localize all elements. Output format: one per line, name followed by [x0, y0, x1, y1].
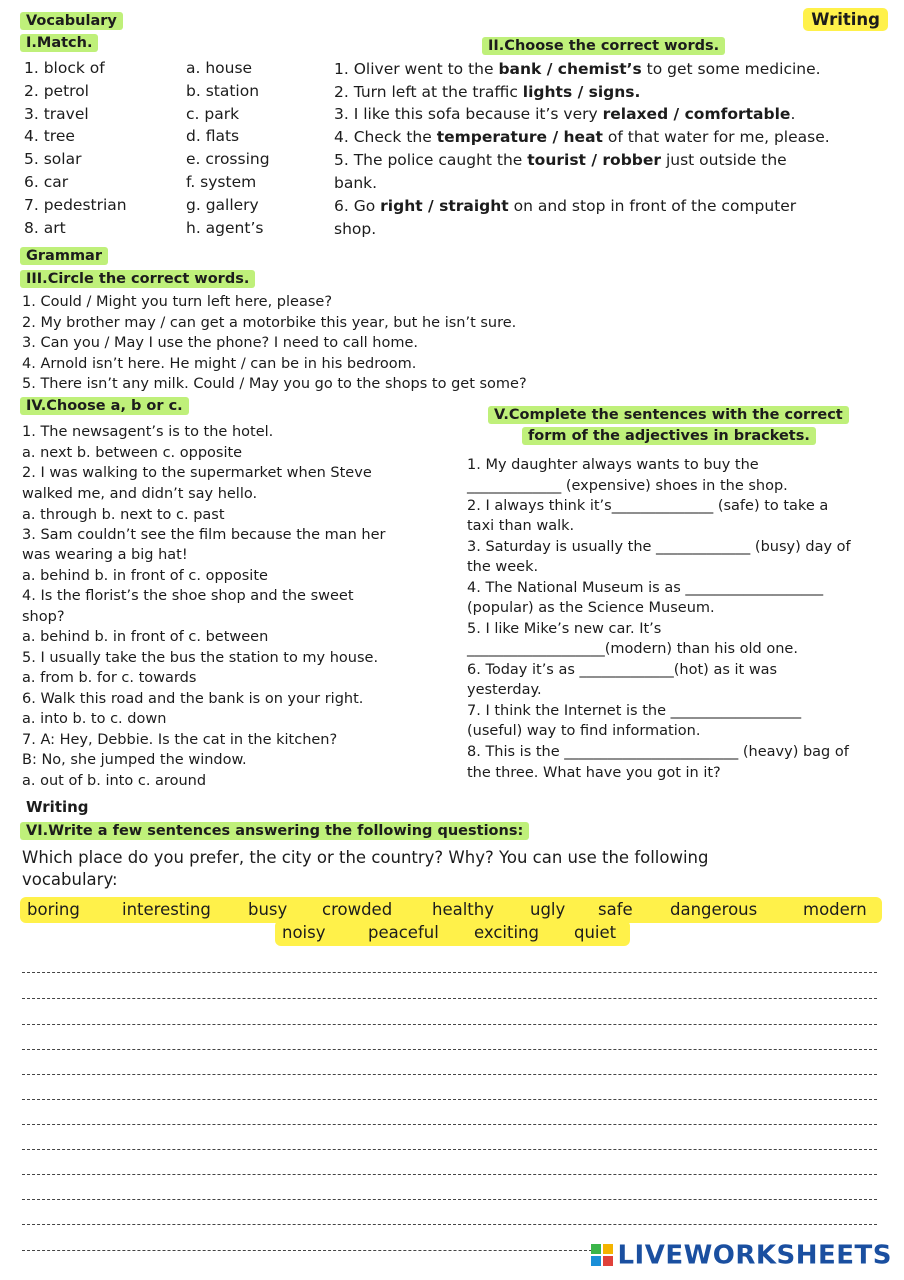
word-choice[interactable]: relaxed / comfortable: [602, 105, 791, 123]
match-right-item: a. house: [186, 59, 253, 77]
match-left-item: 1. block of: [24, 59, 105, 77]
match-left-item: 8. art: [24, 219, 66, 237]
complete-blank[interactable]: ___________________(modern) than his old one.: [467, 641, 798, 657]
circle-sentence[interactable]: 5. There isn’t any milk. Could / May you go to the shops to get some?: [22, 376, 527, 392]
logo-text: LIVEWORKSHEETS: [617, 1240, 892, 1270]
match-left-item: 4. tree: [24, 127, 75, 145]
abc-options[interactable]: a. behind b. in front of c. opposite: [22, 568, 268, 584]
match-left-item: 3. travel: [24, 105, 89, 123]
vocab-word: crowded: [322, 900, 393, 919]
question-line-2: vocabulary:: [22, 870, 118, 889]
circle-sentence[interactable]: 2. My brother may / can get a motorbike this year, but he isn’t sure.: [22, 315, 517, 331]
match-right-item: g. gallery: [186, 196, 259, 214]
writing-line[interactable]: [22, 1099, 877, 1100]
writing-line[interactable]: [22, 972, 877, 973]
complete-line: (useful) way to find information.: [467, 723, 701, 739]
writing-line[interactable]: [22, 1149, 877, 1150]
vocab-word: safe: [598, 900, 633, 919]
circle-heading: III.Circle the correct words.: [20, 270, 255, 288]
match-left-item: 6. car: [24, 173, 69, 191]
match-right-item: e. crossing: [186, 150, 270, 168]
writing-line[interactable]: [22, 1174, 877, 1175]
vocab-word: healthy: [432, 900, 494, 919]
choose-sentence: 1. Oliver went to the bank / chemist’s to get some medicine.: [334, 60, 821, 78]
choose-words-heading: II.Choose the correct words.: [482, 37, 725, 55]
choose-sentence: 4. Check the temperature / heat of that water for me, please.: [334, 128, 830, 146]
abc-line: 6. Walk this road and the bank is on your right.: [22, 691, 364, 707]
writing-heading: Writing: [26, 798, 89, 816]
abc-line: 1. The newsagent’s is to the hotel.: [22, 424, 274, 440]
circle-sentence[interactable]: 4. Arnold isn’t here. He might / can be in his bedroom.: [22, 356, 417, 372]
complete-line: taxi than walk.: [467, 518, 575, 534]
writing-line[interactable]: [22, 1250, 592, 1251]
vocab-word: boring: [27, 900, 80, 919]
match-right-item: d. flats: [186, 127, 240, 145]
abc-options[interactable]: a. into b. to c. down: [22, 711, 167, 727]
choose-abc-heading: IV.Choose a, b or c.: [20, 397, 189, 415]
abc-line: was wearing a big hat!: [22, 547, 188, 563]
grammar-heading: Grammar: [20, 247, 108, 265]
circle-sentence[interactable]: 1. Could / Might you turn left here, please?: [22, 294, 333, 310]
abc-line: shop?: [22, 609, 65, 625]
word-choice[interactable]: bank / chemist’s: [498, 60, 642, 78]
vocab-word: exciting: [474, 923, 539, 942]
circle-sentence[interactable]: 3. Can you / May I use the phone? I need to call home.: [22, 335, 418, 351]
writing-line[interactable]: [22, 1049, 877, 1050]
abc-options[interactable]: a. out of b. into c. around: [22, 773, 207, 789]
vocab-bank-row-2: [275, 920, 630, 946]
complete-blank[interactable]: 6. Today it’s as _____________(hot) as it was: [467, 662, 778, 678]
match-right-item: c. park: [186, 105, 240, 123]
vocab-word: modern: [803, 900, 867, 919]
choose-sentence: 2. Turn left at the traffic lights / signs.: [334, 83, 641, 101]
choose-sentence: 6. Go right / straight on and stop in front of the computer: [334, 197, 797, 215]
abc-options[interactable]: a. through b. next to c. past: [22, 507, 225, 523]
complete-blank[interactable]: 3. Saturday is usually the _____________ (busy) day of: [467, 539, 851, 555]
writing-line[interactable]: [22, 1224, 877, 1225]
match-left-item: 5. solar: [24, 150, 82, 168]
abc-line: 7. A: Hey, Debbie. Is the cat in the kitchen?: [22, 732, 338, 748]
vocab-word: busy: [248, 900, 288, 919]
match-right-item: h. agent’s: [186, 219, 264, 237]
abc-options[interactable]: a. from b. for c. towards: [22, 670, 197, 686]
word-choice[interactable]: lights / signs.: [522, 83, 641, 101]
complete-blank[interactable]: 4. The National Museum is as ___________________: [467, 580, 824, 596]
choose-sentence: bank.: [334, 174, 378, 192]
vocab-word: interesting: [122, 900, 211, 919]
complete-line: (popular) as the Science Museum.: [467, 600, 715, 616]
abc-line: 2. I was walking to the supermarket when Steve: [22, 465, 372, 481]
vocab-word: ugly: [530, 900, 566, 919]
writing-line[interactable]: [22, 1199, 877, 1200]
vocabulary-heading: Vocabulary: [20, 12, 123, 30]
writing-line[interactable]: [22, 1074, 877, 1075]
complete-line: 5. I like Mike’s new car. It’s: [467, 621, 662, 637]
match-left-item: 2. petrol: [24, 82, 89, 100]
match-right-item: f. system: [186, 173, 257, 191]
writing-line[interactable]: [22, 998, 877, 999]
abc-line: 5. I usually take the bus the station to my house.: [22, 650, 379, 666]
complete-blank[interactable]: 8. This is the ________________________ (heavy) bag of: [467, 744, 849, 760]
vocab-word: noisy: [282, 923, 326, 942]
match-left-item: 7. pedestrian: [24, 196, 127, 214]
write-heading: VI.Write a few sentences answering the following questions:: [20, 822, 529, 840]
word-choice[interactable]: right / straight: [380, 197, 509, 215]
question-line-1: Which place do you prefer, the city or the country? Why? You can use the following: [22, 848, 709, 867]
match-heading: I.Match.: [20, 34, 98, 52]
vocab-word: quiet: [574, 923, 617, 942]
complete-blank[interactable]: 2. I always think it’s______________ (safe) to take a: [467, 498, 829, 514]
complete-line: 1. My daughter always wants to buy the: [467, 457, 759, 473]
word-choice[interactable]: tourist / robber: [527, 151, 662, 169]
abc-options[interactable]: a. behind b. in front of c. between: [22, 629, 269, 645]
vocab-word: peaceful: [368, 923, 439, 942]
complete-heading-line1: V.Complete the sentences with the correct: [488, 406, 849, 424]
word-choice[interactable]: temperature / heat: [436, 128, 603, 146]
abc-options[interactable]: a. next b. between c. opposite: [22, 445, 243, 461]
vocab-word: dangerous: [670, 900, 758, 919]
abc-line: 4. Is the florist’s the shoe shop and the sweet: [22, 588, 354, 604]
abc-line: 3. Sam couldn’t see the film because the man her: [22, 527, 386, 543]
abc-line: walked me, and didn’t say hello.: [22, 486, 258, 502]
complete-blank[interactable]: 7. I think the Internet is the __________________: [467, 703, 802, 719]
complete-line: yesterday.: [467, 682, 542, 698]
match-right-item: b. station: [186, 82, 260, 100]
complete-line: the week.: [467, 559, 539, 575]
choose-sentence: 5. The police caught the tourist / robber just outside the: [334, 151, 787, 169]
complete-line: the three. What have you got in it?: [467, 765, 721, 781]
choose-sentence: 3. I like this sofa because it’s very relaxed / comfortable.: [334, 105, 796, 123]
choose-sentence: shop.: [334, 220, 377, 238]
abc-line: B: No, she jumped the window.: [22, 752, 247, 768]
writing-line[interactable]: [22, 1024, 877, 1025]
writing-top-badge: Writing: [803, 8, 888, 31]
complete-blank[interactable]: _____________ (expensive) shoes in the shop.: [467, 478, 788, 494]
logo-icon: [591, 1244, 613, 1266]
liveworksheets-logo: [591, 1240, 892, 1271]
complete-heading-line2: form of the adjectives in brackets.: [522, 427, 816, 445]
writing-line[interactable]: [22, 1124, 877, 1125]
